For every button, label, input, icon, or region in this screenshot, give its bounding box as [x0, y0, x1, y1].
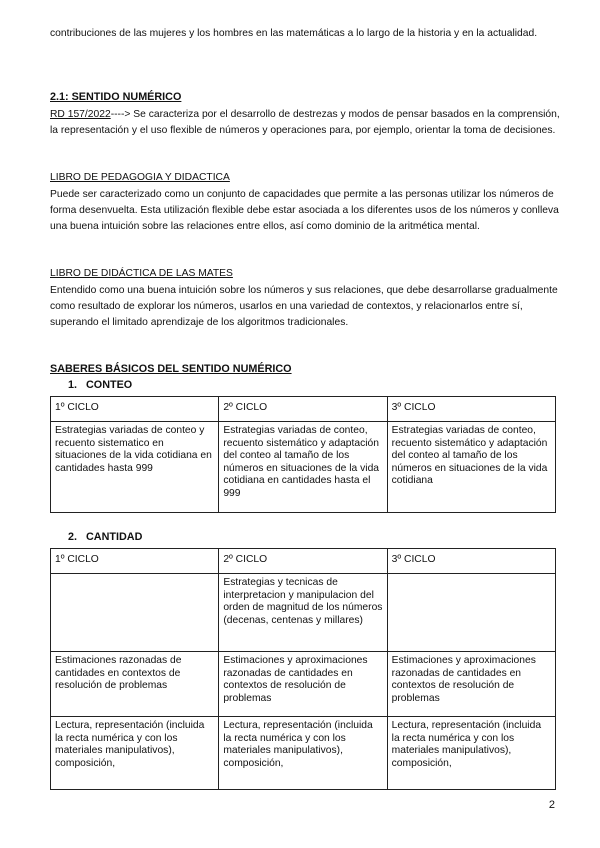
table-cell	[51, 574, 219, 652]
table-cell: Estimaciones y aproximaciones razonadas de cantidades en contextos de resolución de problemas	[219, 652, 387, 717]
table-cell: Estimaciones razonadas de cantidades en contextos de resolución de problemas	[51, 652, 219, 717]
table-cell: Estrategias variadas de conteo, recuento sistemático y adaptación del conteo al tamaño de los números en situaciones de la vida cotidiana	[387, 422, 555, 513]
book1-paragraph: Puede ser caracterizado como un conjunto de capacidades que permite a las personas utilizar los números de forma desenvuelta. Esta utilización flexible debe estar asociada a los diferentes usos de los números y conlleva una buena intuición sobre las relaciones entre ellos, así como dominio de la aritmética mental.	[50, 189, 559, 233]
cantidad-number: 2.	[68, 531, 78, 543]
table-header-cell: 1º CICLO	[51, 549, 219, 574]
table-header-cell: 2º CICLO	[219, 549, 387, 574]
saberes-title: SABERES BÁSICOS DEL SENTIDO NUMÉRICO	[50, 363, 292, 375]
conteo-heading	[68, 379, 132, 391]
table-row	[51, 422, 556, 513]
table-cell: Estrategias variadas de conteo y recuento sistematico en situaciones de la vida cotidiana en cantidades hasta 999	[51, 422, 219, 513]
book1-title: LIBRO DE PEDAGOGIA Y DIDACTICA	[50, 172, 230, 183]
table-header-cell: 1º CICLO	[51, 397, 219, 422]
conteo-table	[50, 396, 556, 513]
conteo-title: CONTEO	[86, 379, 133, 391]
cantidad-title: CANTIDAD	[86, 531, 143, 543]
intro-paragraph: contribuciones de las mujeres y los hombres en las matemáticas a lo largo de la historia y en la actualidad.	[50, 28, 538, 39]
rd-paragraph	[50, 107, 560, 139]
table-row	[51, 574, 556, 652]
table-row	[51, 652, 556, 717]
table-header-cell: 3º CICLO	[387, 549, 555, 574]
cantidad-table	[50, 548, 556, 790]
table-cell	[387, 574, 555, 652]
table-header-row	[51, 397, 556, 422]
table-header-cell: 2º CICLO	[219, 397, 387, 422]
conteo-number: 1.	[68, 379, 78, 391]
table-cell: Estrategias variadas de conteo, recuento sistemático y adaptación del conteo al tamaño de los números en situaciones de la vida cotidiana en cantidades hasta el 999	[219, 422, 387, 513]
table-cell: Lectura, representación (incluida la recta numérica y con los materiales manipulativos), composición,	[51, 717, 219, 790]
table-cell: Lectura, representación (incluida la recta numérica y con los materiales manipulativos), composición,	[219, 717, 387, 790]
table-cell: Lectura, representación (incluida la recta numérica y con los materiales manipulativos), composición,	[387, 717, 555, 790]
table-cell: Estimaciones y aproximaciones razonadas de cantidades en contextos de resolución de problemas	[387, 652, 555, 717]
book2-paragraph: Entendido como una buena intuición sobre los números y sus relaciones, que debe desarrollarse gradualmente como resultado de explorar los números, usarlos en una variedad de contextos, y relacionarlos entre sí, superando el limitado aprendizaje de los algoritmos tradicionales.	[50, 285, 558, 329]
table-row	[51, 717, 556, 790]
rd-text: ----> Se caracteriza por el desarrollo de destrezas y modos de pensar basados en la comprensión, la representación y el uso flexible de números y operaciones para, por ejemplo, orientar la toma de decisiones.	[50, 109, 560, 137]
section-title: 2.1: SENTIDO NUMÉRICO	[50, 91, 182, 103]
table-header-row	[51, 549, 556, 574]
book2-title: LIBRO DE DIDÁCTICA DE LAS MATES	[50, 268, 233, 279]
rd-reference: RD 157/2022	[50, 109, 111, 120]
table-cell: Estrategias y tecnicas de interpretacion y manipulacion del orden de magnitud de los números (decenas, centenas y millares)	[219, 574, 387, 652]
table-header-cell: 3º CICLO	[387, 397, 555, 422]
cantidad-heading	[68, 531, 142, 543]
page-number: 2	[548, 799, 555, 811]
